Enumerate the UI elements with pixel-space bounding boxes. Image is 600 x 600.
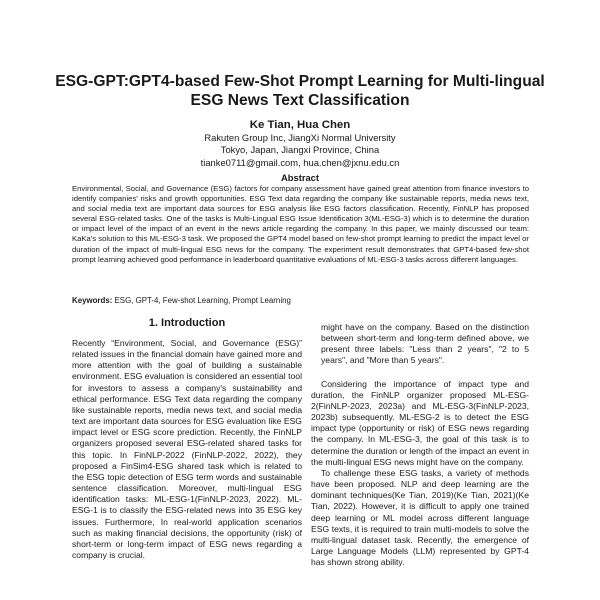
author-names: Ke Tian, Hua Chen [249,119,351,131]
paragraph-gap [311,367,529,379]
affiliation-line-1: Rakuten Group Inc, JiangXi Normal University [204,132,396,143]
keywords-line [72,296,529,306]
right-paragraph-3: To challenge these ESG tasks, a variety of methods have been proposed. NLP and deep learning are the dominant techniques(Ke Tian, 2019)(Ke Tian, 2021)(Ke Tian, 2022). However, it is difficult to apply one trained deep learning or ML model across different language ESG texts, it is required to train multi-models to solve the multi-lingual dataset task. Recently, the emergence of Large Language Models (LLM) represented by GPT-4 has shown strong ability. [311,467,529,568]
intro-paragraph-1: Recently “Environment, Social, and Governance (ESG)” related issues in the financial domain have gained more and more attention with the goal of building a sustainable environment. ESG evaluation is considered an essential tool for investors to assess a company's sustainability and ethical performance. ESG Text data regarding the company like sustainable reports, media news text, and social media text are important data sources for ESG evaluation like ESG impact level or ESG score prediction. Recently, the FinNLP organizers proposed several ESG-related shared tasks for this topic. In FinNLP-2022 (FinNLP-2022, 2022), they proposed a FinSim4-ESG shared task which is related to the ESG topic detection of ESG term words and sustainable sentence classification. Moreover, multi-lingual ESG identification tasks: ML-ESG-1(FinNLP-2023, 2022). ML-ESG-1 is to classify the ESG-related news into 35 ESG key issues. Furthermore, In real-world application scenarios such as making financial decisions, the opportunity (risk) of short-term or long-term impact of ESG news regarding a company is crucial. [72,338,302,560]
abstract-heading: Abstract [280,172,320,183]
right-column [311,322,529,600]
keywords-label: Keywords: [72,296,113,305]
title-line-2: ESG News Text Classification [190,92,410,109]
affiliation-block [40,132,560,169]
section-heading-introduction: 1. Introduction [148,317,226,329]
keywords-text: ESG, GPT-4, Few-shot Learning, Prompt Learning [114,296,291,305]
right-paragraph-1: might have on the company. Based on the distinction between short-term and long-term defined above, we present three labels: "Less than 2 years", "2 to 5 years", and "More than 5 years". [321,322,529,366]
paper-title [40,72,560,110]
title-line-1: ESG-GPT:GPT4-based Few-Shot Prompt Learning for Multi-lingual [55,73,545,90]
affiliation-emails: tianke0711@gmail.com, hua.chen@jxnu.edu.cn [200,156,400,168]
affiliation-line-2: Tokyo, Japan, Jiangxi Province, China [220,144,380,156]
right-paragraph-2: Considering the importance of impact type and duration, the FinNLP organizer proposed ML-ESG-2(FinNLP-2023, 2023a) and ML-ESG-3(FinNLP-2023, 2023b) subsequently. ML-ESG-2 is to detect the ESG impact type (opportunity or risk) of ESG news regarding the company. In ML-ESG-3, the goal of this task is to determine the duration or length of the impact an event in the multi-lingual ESG news might have on the company. [311,378,529,467]
left-column [72,338,302,600]
abstract-text: Environmental, Social, and Governance (ESG) factors for company assessment have gained great attention from finance investors to identify companies' risks and growth opportunities. ESG Text data regarding the company like sustainable reports, media news text, and social media text are important data sources for ESG analysis like ESG factors classification. Recently, FinNLP has proposed several ESG-related tasks. One of the tasks is Multi-Lingual ESG Issue Identification 3(ML-ESG-3) which is to determine the duration or impact level of the impact of an event in the news article regarding the company. In this paper, we mainly discussed our team: KaKa's solution to this ML-ESG-3 task. We proposed the GPT4 model based on few-shot prompt learning to predict the impact level or duration of the impact of multi-lingual ESG news for the company. The experiment result demonstrates that GPT4-based few-shot prompt learning achieved good performance in leaderboard quantitative evaluations of ML-ESG-3 tasks across different languages. [72,184,529,264]
